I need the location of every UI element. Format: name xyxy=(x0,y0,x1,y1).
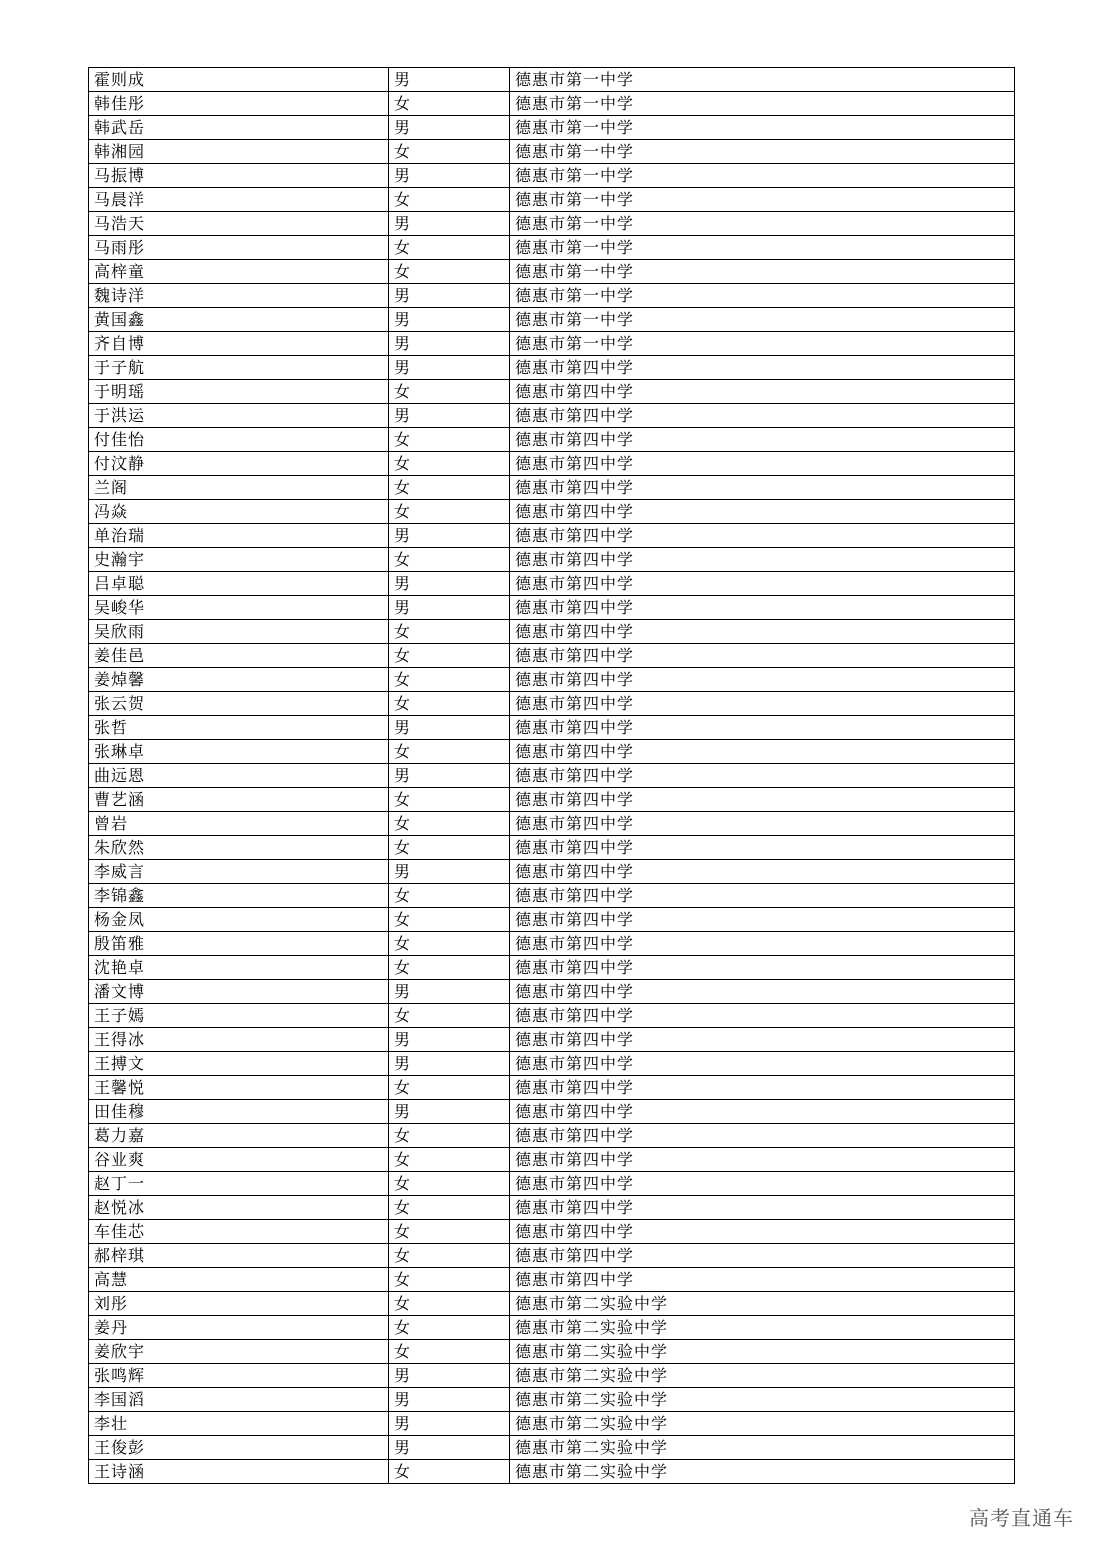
school-cell: 德惠市第四中学 xyxy=(510,452,1015,476)
student-name-cell: 王搏文 xyxy=(89,1052,389,1076)
school-cell: 德惠市第二实验中学 xyxy=(510,1412,1015,1436)
gender-cell: 女 xyxy=(389,620,510,644)
school-cell: 德惠市第一中学 xyxy=(510,260,1015,284)
student-name-cell: 史瀚宇 xyxy=(89,548,389,572)
gender-cell: 男 xyxy=(389,596,510,620)
school-cell: 德惠市第二实验中学 xyxy=(510,1364,1015,1388)
gender-cell: 男 xyxy=(389,1052,510,1076)
gender-cell: 男 xyxy=(389,404,510,428)
student-name-cell: 高梓童 xyxy=(89,260,389,284)
student-name-cell: 潘文博 xyxy=(89,980,389,1004)
student-name-cell: 于明瑶 xyxy=(89,380,389,404)
gender-cell: 女 xyxy=(389,668,510,692)
gender-cell: 女 xyxy=(389,956,510,980)
gender-cell: 女 xyxy=(389,1316,510,1340)
table-row xyxy=(89,1460,1015,1484)
table-row xyxy=(89,332,1015,356)
table-row xyxy=(89,572,1015,596)
student-name-cell: 马浩天 xyxy=(89,212,389,236)
school-cell: 德惠市第二实验中学 xyxy=(510,1388,1015,1412)
gender-cell: 女 xyxy=(389,1340,510,1364)
table-row xyxy=(89,596,1015,620)
table-row xyxy=(89,260,1015,284)
table-row xyxy=(89,1412,1015,1436)
student-name-cell: 曹艺涵 xyxy=(89,788,389,812)
gender-cell: 男 xyxy=(389,332,510,356)
gender-cell: 女 xyxy=(389,188,510,212)
school-cell: 德惠市第四中学 xyxy=(510,932,1015,956)
table-row xyxy=(89,1124,1015,1148)
student-name-cell: 姜佳邑 xyxy=(89,644,389,668)
table-row xyxy=(89,1340,1015,1364)
gender-cell: 女 xyxy=(389,884,510,908)
table-row xyxy=(89,692,1015,716)
gender-cell: 女 xyxy=(389,836,510,860)
school-cell: 德惠市第一中学 xyxy=(510,332,1015,356)
table-row xyxy=(89,1436,1015,1460)
gender-cell: 女 xyxy=(389,92,510,116)
school-cell: 德惠市第一中学 xyxy=(510,308,1015,332)
gender-cell: 男 xyxy=(389,524,510,548)
gender-cell: 男 xyxy=(389,116,510,140)
student-name-cell: 张哲 xyxy=(89,716,389,740)
table-row xyxy=(89,1148,1015,1172)
school-cell: 德惠市第四中学 xyxy=(510,860,1015,884)
gender-cell: 女 xyxy=(389,1292,510,1316)
school-cell: 德惠市第二实验中学 xyxy=(510,1460,1015,1484)
table-row xyxy=(89,1316,1015,1340)
school-cell: 德惠市第四中学 xyxy=(510,1052,1015,1076)
table-row xyxy=(89,1244,1015,1268)
student-name-cell: 王馨悦 xyxy=(89,1076,389,1100)
student-name-cell: 李壮 xyxy=(89,1412,389,1436)
school-cell: 德惠市第四中学 xyxy=(510,596,1015,620)
gender-cell: 男 xyxy=(389,1364,510,1388)
student-name-cell: 王得冰 xyxy=(89,1028,389,1052)
student-name-cell: 马晨洋 xyxy=(89,188,389,212)
gender-cell: 女 xyxy=(389,932,510,956)
table-row xyxy=(89,188,1015,212)
table-row xyxy=(89,452,1015,476)
student-name-cell: 田佳穆 xyxy=(89,1100,389,1124)
table-row xyxy=(89,1172,1015,1196)
gender-cell: 女 xyxy=(389,428,510,452)
table-row xyxy=(89,548,1015,572)
gender-cell: 女 xyxy=(389,1460,510,1484)
student-name-cell: 李国滔 xyxy=(89,1388,389,1412)
student-name-cell: 马振博 xyxy=(89,164,389,188)
student-name-cell: 吴欣雨 xyxy=(89,620,389,644)
table-row xyxy=(89,980,1015,1004)
school-cell: 德惠市第四中学 xyxy=(510,1100,1015,1124)
table-row xyxy=(89,716,1015,740)
table-row xyxy=(89,1388,1015,1412)
gender-cell: 男 xyxy=(389,764,510,788)
student-name-cell: 赵悦冰 xyxy=(89,1196,389,1220)
table-row xyxy=(89,116,1015,140)
gender-cell: 男 xyxy=(389,860,510,884)
school-cell: 德惠市第四中学 xyxy=(510,500,1015,524)
gender-cell: 女 xyxy=(389,452,510,476)
student-name-cell: 姜焯馨 xyxy=(89,668,389,692)
student-name-cell: 殷笛雅 xyxy=(89,932,389,956)
school-cell: 德惠市第四中学 xyxy=(510,476,1015,500)
student-name-cell: 曾岩 xyxy=(89,812,389,836)
table-row xyxy=(89,668,1015,692)
table-row xyxy=(89,524,1015,548)
table-row xyxy=(89,92,1015,116)
student-name-cell: 沈艳卓 xyxy=(89,956,389,980)
student-name-cell: 齐自博 xyxy=(89,332,389,356)
student-name-cell: 吕卓聪 xyxy=(89,572,389,596)
table-row xyxy=(89,740,1015,764)
school-cell: 德惠市第二实验中学 xyxy=(510,1316,1015,1340)
student-name-cell: 马雨彤 xyxy=(89,236,389,260)
gender-cell: 女 xyxy=(389,380,510,404)
table-row xyxy=(89,1004,1015,1028)
school-cell: 德惠市第一中学 xyxy=(510,68,1015,92)
table-row xyxy=(89,476,1015,500)
school-cell: 德惠市第四中学 xyxy=(510,1220,1015,1244)
table-row xyxy=(89,1364,1015,1388)
school-cell: 德惠市第四中学 xyxy=(510,764,1015,788)
gender-cell: 女 xyxy=(389,1004,510,1028)
school-cell: 德惠市第四中学 xyxy=(510,1004,1015,1028)
gender-cell: 男 xyxy=(389,716,510,740)
gender-cell: 女 xyxy=(389,500,510,524)
school-cell: 德惠市第四中学 xyxy=(510,356,1015,380)
gender-cell: 男 xyxy=(389,980,510,1004)
table-row xyxy=(89,164,1015,188)
gender-cell: 男 xyxy=(389,308,510,332)
gender-cell: 女 xyxy=(389,644,510,668)
gender-cell: 女 xyxy=(389,476,510,500)
watermark-text: 高考直通车 xyxy=(969,1506,1074,1530)
school-cell: 德惠市第四中学 xyxy=(510,668,1015,692)
gender-cell: 女 xyxy=(389,1172,510,1196)
student-name-cell: 冯焱 xyxy=(89,500,389,524)
table-row xyxy=(89,140,1015,164)
gender-cell: 男 xyxy=(389,164,510,188)
table-row xyxy=(89,1196,1015,1220)
table-row xyxy=(89,68,1015,92)
student-name-cell: 兰阁 xyxy=(89,476,389,500)
gender-cell: 男 xyxy=(389,356,510,380)
table-row xyxy=(89,1028,1015,1052)
table-row xyxy=(89,1220,1015,1244)
school-cell: 德惠市第一中学 xyxy=(510,164,1015,188)
student-name-cell: 于子航 xyxy=(89,356,389,380)
table-row xyxy=(89,788,1015,812)
school-cell: 德惠市第一中学 xyxy=(510,92,1015,116)
student-name-cell: 韩佳彤 xyxy=(89,92,389,116)
school-cell: 德惠市第四中学 xyxy=(510,812,1015,836)
school-cell: 德惠市第四中学 xyxy=(510,380,1015,404)
table-row xyxy=(89,836,1015,860)
student-name-cell: 姜丹 xyxy=(89,1316,389,1340)
school-cell: 德惠市第四中学 xyxy=(510,908,1015,932)
school-cell: 德惠市第四中学 xyxy=(510,524,1015,548)
gender-cell: 女 xyxy=(389,1244,510,1268)
table-row xyxy=(89,812,1015,836)
student-name-cell: 李威言 xyxy=(89,860,389,884)
school-cell: 德惠市第四中学 xyxy=(510,740,1015,764)
gender-cell: 女 xyxy=(389,140,510,164)
school-cell: 德惠市第一中学 xyxy=(510,188,1015,212)
school-cell: 德惠市第四中学 xyxy=(510,548,1015,572)
student-name-cell: 郝梓琪 xyxy=(89,1244,389,1268)
gender-cell: 女 xyxy=(389,740,510,764)
gender-cell: 女 xyxy=(389,260,510,284)
school-cell: 德惠市第一中学 xyxy=(510,116,1015,140)
student-name-cell: 高慧 xyxy=(89,1268,389,1292)
school-cell: 德惠市第四中学 xyxy=(510,1028,1015,1052)
table-row xyxy=(89,380,1015,404)
student-name-cell: 谷业爽 xyxy=(89,1148,389,1172)
table-row xyxy=(89,404,1015,428)
school-cell: 德惠市第四中学 xyxy=(510,692,1015,716)
table-row xyxy=(89,908,1015,932)
school-cell: 德惠市第四中学 xyxy=(510,428,1015,452)
gender-cell: 女 xyxy=(389,788,510,812)
student-name-cell: 付汶静 xyxy=(89,452,389,476)
gender-cell: 女 xyxy=(389,1196,510,1220)
student-name-cell: 张云贺 xyxy=(89,692,389,716)
school-cell: 德惠市第四中学 xyxy=(510,1076,1015,1100)
school-cell: 德惠市第四中学 xyxy=(510,956,1015,980)
school-cell: 德惠市第四中学 xyxy=(510,1124,1015,1148)
roster-body xyxy=(89,68,1015,1484)
table-row xyxy=(89,956,1015,980)
gender-cell: 女 xyxy=(389,1148,510,1172)
table-row xyxy=(89,428,1015,452)
school-cell: 德惠市第四中学 xyxy=(510,620,1015,644)
school-cell: 德惠市第一中学 xyxy=(510,284,1015,308)
table-row xyxy=(89,1292,1015,1316)
student-name-cell: 吴峻华 xyxy=(89,596,389,620)
table-row xyxy=(89,500,1015,524)
school-cell: 德惠市第四中学 xyxy=(510,1172,1015,1196)
gender-cell: 女 xyxy=(389,236,510,260)
student-name-cell: 于洪运 xyxy=(89,404,389,428)
table-row xyxy=(89,356,1015,380)
student-name-cell: 车佳芯 xyxy=(89,1220,389,1244)
school-cell: 德惠市第一中学 xyxy=(510,212,1015,236)
student-name-cell: 韩武岳 xyxy=(89,116,389,140)
student-name-cell: 朱欣然 xyxy=(89,836,389,860)
gender-cell: 男 xyxy=(389,572,510,596)
school-cell: 德惠市第四中学 xyxy=(510,1268,1015,1292)
school-cell: 德惠市第四中学 xyxy=(510,716,1015,740)
student-name-cell: 韩湘园 xyxy=(89,140,389,164)
gender-cell: 男 xyxy=(389,212,510,236)
student-name-cell: 姜欣宇 xyxy=(89,1340,389,1364)
gender-cell: 男 xyxy=(389,1028,510,1052)
school-cell: 德惠市第四中学 xyxy=(510,1244,1015,1268)
student-name-cell: 杨金凤 xyxy=(89,908,389,932)
table-row xyxy=(89,860,1015,884)
school-cell: 德惠市第一中学 xyxy=(510,236,1015,260)
gender-cell: 女 xyxy=(389,1268,510,1292)
gender-cell: 男 xyxy=(389,1100,510,1124)
school-cell: 德惠市第四中学 xyxy=(510,1196,1015,1220)
table-row xyxy=(89,284,1015,308)
table-row xyxy=(89,644,1015,668)
school-cell: 德惠市第四中学 xyxy=(510,884,1015,908)
student-name-cell: 霍则成 xyxy=(89,68,389,92)
table-row xyxy=(89,620,1015,644)
table-row xyxy=(89,236,1015,260)
gender-cell: 男 xyxy=(389,1388,510,1412)
gender-cell: 男 xyxy=(389,68,510,92)
gender-cell: 女 xyxy=(389,908,510,932)
school-cell: 德惠市第四中学 xyxy=(510,572,1015,596)
gender-cell: 男 xyxy=(389,1412,510,1436)
student-name-cell: 王诗涵 xyxy=(89,1460,389,1484)
school-cell: 德惠市第二实验中学 xyxy=(510,1292,1015,1316)
student-name-cell: 付佳怡 xyxy=(89,428,389,452)
school-cell: 德惠市第二实验中学 xyxy=(510,1436,1015,1460)
school-cell: 德惠市第四中学 xyxy=(510,788,1015,812)
table-row xyxy=(89,1076,1015,1100)
table-row xyxy=(89,1268,1015,1292)
school-cell: 德惠市第四中学 xyxy=(510,980,1015,1004)
gender-cell: 男 xyxy=(389,284,510,308)
student-name-cell: 刘彤 xyxy=(89,1292,389,1316)
gender-cell: 女 xyxy=(389,1124,510,1148)
table-row xyxy=(89,1052,1015,1076)
student-name-cell: 王俊彭 xyxy=(89,1436,389,1460)
student-roster-table xyxy=(88,67,1015,1484)
school-cell: 德惠市第二实验中学 xyxy=(510,1340,1015,1364)
student-name-cell: 王子嫣 xyxy=(89,1004,389,1028)
school-cell: 德惠市第四中学 xyxy=(510,1148,1015,1172)
student-name-cell: 李锦鑫 xyxy=(89,884,389,908)
student-name-cell: 张鸣辉 xyxy=(89,1364,389,1388)
table-row xyxy=(89,308,1015,332)
gender-cell: 女 xyxy=(389,812,510,836)
school-cell: 德惠市第四中学 xyxy=(510,836,1015,860)
student-name-cell: 曲远恩 xyxy=(89,764,389,788)
table-row xyxy=(89,884,1015,908)
student-name-cell: 张琳卓 xyxy=(89,740,389,764)
student-name-cell: 葛力嘉 xyxy=(89,1124,389,1148)
table-row xyxy=(89,764,1015,788)
school-cell: 德惠市第四中学 xyxy=(510,404,1015,428)
table-row xyxy=(89,932,1015,956)
student-name-cell: 赵丁一 xyxy=(89,1172,389,1196)
table-row xyxy=(89,212,1015,236)
student-name-cell: 魏诗洋 xyxy=(89,284,389,308)
gender-cell: 女 xyxy=(389,692,510,716)
gender-cell: 女 xyxy=(389,1076,510,1100)
school-cell: 德惠市第一中学 xyxy=(510,140,1015,164)
table-row xyxy=(89,1100,1015,1124)
gender-cell: 男 xyxy=(389,1436,510,1460)
student-name-cell: 黄国鑫 xyxy=(89,308,389,332)
gender-cell: 女 xyxy=(389,1220,510,1244)
student-name-cell: 单治瑞 xyxy=(89,524,389,548)
school-cell: 德惠市第四中学 xyxy=(510,644,1015,668)
gender-cell: 女 xyxy=(389,548,510,572)
